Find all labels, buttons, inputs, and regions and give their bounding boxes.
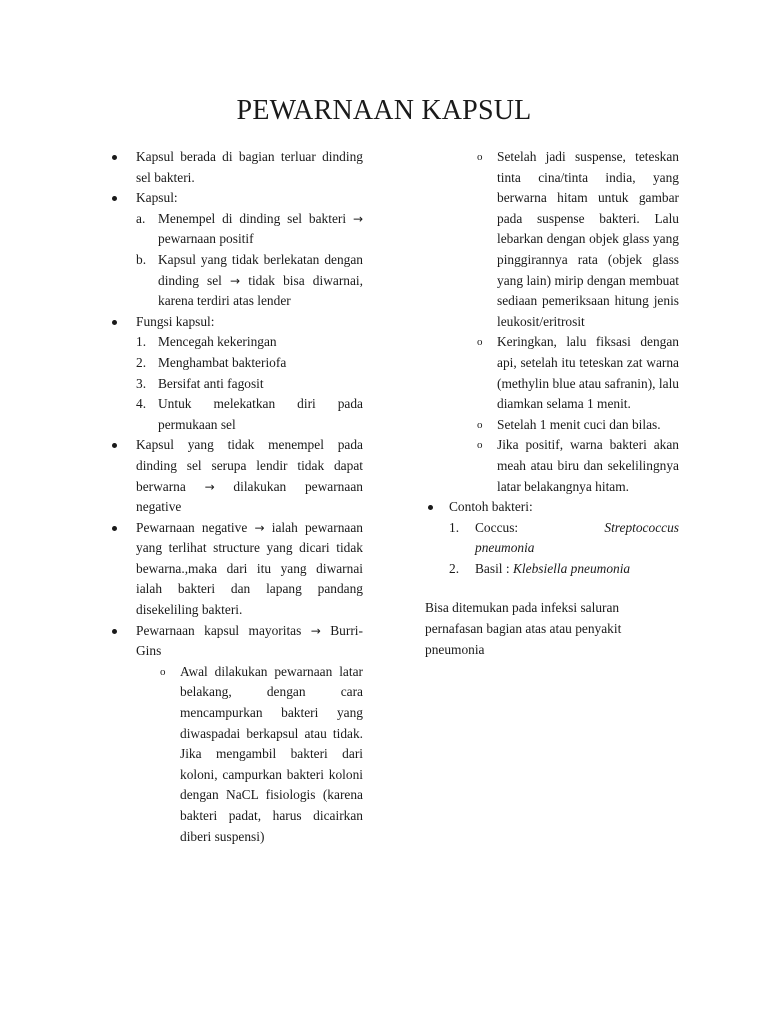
bullet-marker <box>112 312 118 332</box>
list-marker: 4. <box>136 396 147 412</box>
species-name: Streptococcus <box>604 519 679 535</box>
list-marker: 3. <box>136 375 147 391</box>
right-arrow-icon: → <box>254 520 265 535</box>
circle-bullet-marker: o <box>477 439 483 452</box>
bullet-marker <box>112 188 118 208</box>
numbered-item-1: 1. Mencegah kekeringan <box>112 332 363 353</box>
step-keringkan: o Keringkan, lalu fiksasi dengan api, setelah itu teteskan zat warna (methylin blue atau safranin), lalu diamkan selama 1 menit. <box>477 334 679 412</box>
example-label: Basil : <box>475 560 510 576</box>
bullet-kapsul-heading: Kapsul: <box>112 188 363 209</box>
step-cuci-bilas: o Setelah 1 menit cuci dan bilas. <box>425 415 679 436</box>
list-marker: a. <box>136 210 146 226</box>
document-title: PEWARNAAN KAPSUL <box>236 95 532 126</box>
right-arrow-icon: → <box>204 479 215 494</box>
right-arrow-icon: → <box>352 211 363 226</box>
numbered-item-4: 4. Untuk melekatkan diri pada permukaan sel <box>136 396 363 432</box>
bullet-contoh-bakteri: Contoh bakteri: <box>425 497 679 518</box>
right-arrow-icon: → <box>230 273 241 288</box>
circle-bullet-marker: o <box>477 336 483 349</box>
step-awal-pewarnaan: o Awal dilakukan pewarnaan latar belakang, dengan cara mencampurkan bakteri yang diwaspadai berkapsul atau tidak. Jika mengambil bakteri dari koloni, campurkan bakteri koloni dengan NaCL fisiologis (karena bakteri padat, harus dicairkan diberi suspensi) <box>160 663 363 844</box>
list-marker: b. <box>136 251 147 267</box>
circle-bullet-marker: o <box>477 418 483 431</box>
bullet-pewarnaan-kapsul: Pewarnaan kapsul mayoritas → Burri-Gins <box>112 621 363 662</box>
bullet-marker <box>112 518 118 538</box>
species-name-cont: pneumonia <box>475 540 535 556</box>
right-column <box>425 147 679 660</box>
list-marker: 1. <box>449 519 460 535</box>
left-column <box>112 147 363 847</box>
sublist-item-b: b. Kapsul yang tidak berlekatan dengan dinding sel → tidak bisa diwarnai, karena terdiri atas lender <box>136 251 363 309</box>
circle-bullet-marker: o <box>477 151 483 163</box>
right-arrow-icon: → <box>310 623 321 638</box>
bullet-fungsi-kapsul: Fungsi kapsul: <box>112 312 363 333</box>
bullet-marker <box>428 497 434 517</box>
example-label: Coccus: <box>475 519 519 535</box>
bullet-marker <box>112 621 118 641</box>
list-marker: 2. <box>136 354 147 370</box>
example-item-2 <box>425 559 679 580</box>
closing-paragraph: Bisa ditemukan pada infeksi saluran pernafasan bagian atas atau penyakit pneumonia <box>425 600 622 657</box>
list-marker: 1. <box>136 334 147 350</box>
sublist-item-a: a. Menempel di dinding sel bakteri → pewarnaan positif <box>136 210 363 247</box>
list-marker: 2. <box>449 560 460 576</box>
bullet-marker <box>112 147 118 167</box>
example-item-1 <box>425 518 679 559</box>
numbered-item-2: 2. Menghambat bakteriofa <box>112 353 363 374</box>
bullet-marker <box>112 435 118 455</box>
step-jika-positif: o Jika positif, warna bakteri akan meah atau biru dan sekelilingnya latar belakangnya hitam. <box>477 437 679 494</box>
numbered-item-3: 3. Bersifat anti fagosit <box>112 374 363 395</box>
step-setelah-suspense: o Setelah jadi suspense, teteskan tinta cina/tinta india, yang berwarna hitam untuk gambar pada suspense bakteri. Lalu lebarkan dengan objek glass yang pinggirannya rata (objek glass yang lain) mirip dengan membuat sediaan pemeriksaan hitung jenis leukosit/eritrosit <box>477 149 679 329</box>
bullet-kapsul-tidak-menempel: Kapsul yang tidak menempel pada dinding sel serupa lendir tidak dapat berwarna → dilakukan pewarnaan negative <box>112 435 363 517</box>
species-name: Klebsiella pneumonia <box>512 560 631 576</box>
circle-bullet-marker: o <box>160 665 166 678</box>
bullet-pewarnaan-negative: Pewarnaan negative → ialah pewarnaan yang terlihat structure yang dicari tidak bewarna.,maka dari itu yang diwarnai ialah bakteri dan lapang pandang disekeliling bakteri. <box>112 518 363 621</box>
bullet-kapsul-location: Kapsul berada di bagian terluar dinding sel bakteri. <box>112 147 363 188</box>
